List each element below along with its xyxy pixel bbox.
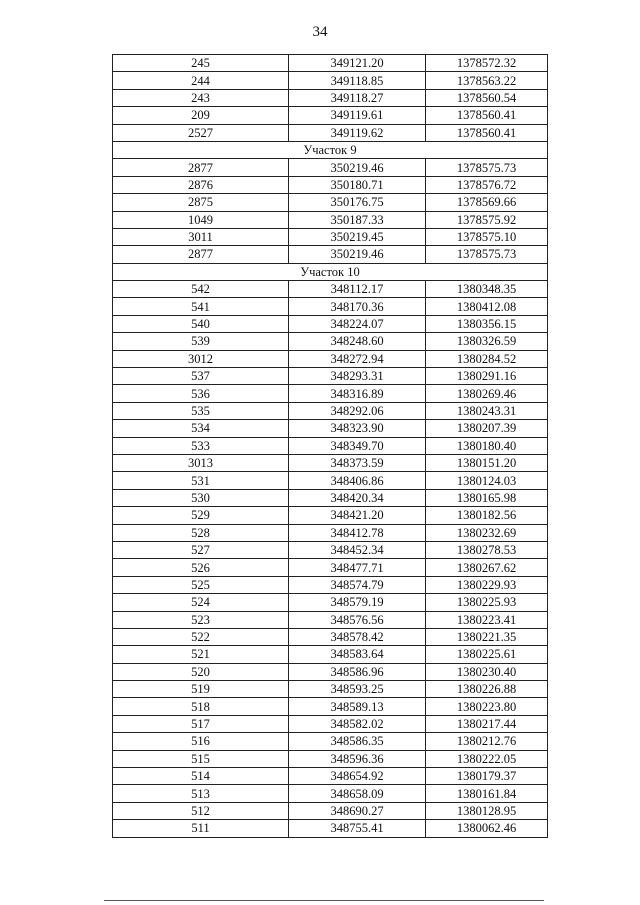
- point-number-cell: 520: [113, 663, 289, 680]
- point-number-cell: 541: [113, 298, 289, 315]
- point-number-cell: 533: [113, 437, 289, 454]
- x-coordinate-cell: 348292.06: [289, 402, 426, 419]
- y-coordinate-cell: 1380226.88: [426, 681, 548, 698]
- table-row: [113, 281, 548, 298]
- table-row: [113, 733, 548, 750]
- table-row: [113, 489, 548, 506]
- x-coordinate-cell: 348349.70: [289, 437, 426, 454]
- x-coordinate-cell: 348420.34: [289, 489, 426, 506]
- point-number-cell: 2875: [113, 194, 289, 211]
- x-coordinate-cell: 348421.20: [289, 507, 426, 524]
- y-coordinate-cell: 1380217.44: [426, 715, 548, 732]
- x-coordinate-cell: 350176.75: [289, 194, 426, 211]
- x-coordinate-cell: 348690.27: [289, 802, 426, 819]
- point-number-cell: 3011: [113, 228, 289, 245]
- point-number-cell: 519: [113, 681, 289, 698]
- point-number-cell: 511: [113, 820, 289, 837]
- point-number-cell: 514: [113, 768, 289, 785]
- table-row: [113, 628, 548, 645]
- table-row: [113, 246, 548, 263]
- point-number-cell: 518: [113, 698, 289, 715]
- table-row: [113, 368, 548, 385]
- section-header-row: [113, 263, 548, 280]
- y-coordinate-cell: 1380232.69: [426, 524, 548, 541]
- y-coordinate-cell: 1380179.37: [426, 768, 548, 785]
- point-number-cell: 540: [113, 315, 289, 332]
- table-row: [113, 315, 548, 332]
- point-number-cell: 513: [113, 785, 289, 802]
- y-coordinate-cell: 1380151.20: [426, 454, 548, 471]
- y-coordinate-cell: 1378569.66: [426, 194, 548, 211]
- y-coordinate-cell: 1380348.35: [426, 281, 548, 298]
- table-row: [113, 124, 548, 141]
- x-coordinate-cell: 348582.02: [289, 715, 426, 732]
- y-coordinate-cell: 1380356.15: [426, 315, 548, 332]
- x-coordinate-cell: 348373.59: [289, 454, 426, 471]
- y-coordinate-cell: 1380230.40: [426, 663, 548, 680]
- y-coordinate-cell: 1380161.84: [426, 785, 548, 802]
- table-row: [113, 768, 548, 785]
- x-coordinate-cell: 348224.07: [289, 315, 426, 332]
- table-row: [113, 472, 548, 489]
- x-coordinate-cell: 349118.27: [289, 89, 426, 106]
- y-coordinate-cell: 1380222.05: [426, 750, 548, 767]
- bottom-rule: [104, 900, 544, 901]
- table-row: [113, 715, 548, 732]
- table-row: [113, 802, 548, 819]
- x-coordinate-cell: 349121.20: [289, 55, 426, 72]
- x-coordinate-cell: 348170.36: [289, 298, 426, 315]
- y-coordinate-cell: 1378575.10: [426, 228, 548, 245]
- x-coordinate-cell: 348412.78: [289, 524, 426, 541]
- table-row: [113, 820, 548, 837]
- coordinates-table: [112, 54, 548, 838]
- point-number-cell: 521: [113, 646, 289, 663]
- point-number-cell: 2877: [113, 159, 289, 176]
- y-coordinate-cell: 1378563.22: [426, 72, 548, 89]
- table-row: [113, 646, 548, 663]
- table-row: [113, 194, 548, 211]
- x-coordinate-cell: 348586.35: [289, 733, 426, 750]
- y-coordinate-cell: 1378572.32: [426, 55, 548, 72]
- table-row: [113, 437, 548, 454]
- x-coordinate-cell: 349119.62: [289, 124, 426, 141]
- point-number-cell: 1049: [113, 211, 289, 228]
- table-row: [113, 350, 548, 367]
- x-coordinate-cell: 348272.94: [289, 350, 426, 367]
- point-number-cell: 542: [113, 281, 289, 298]
- point-number-cell: 534: [113, 420, 289, 437]
- y-coordinate-cell: 1380243.31: [426, 402, 548, 419]
- y-coordinate-cell: 1378575.73: [426, 246, 548, 263]
- point-number-cell: 517: [113, 715, 289, 732]
- x-coordinate-cell: 348583.64: [289, 646, 426, 663]
- table-row: [113, 228, 548, 245]
- point-number-cell: 536: [113, 385, 289, 402]
- y-coordinate-cell: 1380062.46: [426, 820, 548, 837]
- x-coordinate-cell: 348248.60: [289, 333, 426, 350]
- x-coordinate-cell: 348452.34: [289, 541, 426, 558]
- point-number-cell: 535: [113, 402, 289, 419]
- x-coordinate-cell: 348589.13: [289, 698, 426, 715]
- x-coordinate-cell: 350219.46: [289, 246, 426, 263]
- point-number-cell: 209: [113, 107, 289, 124]
- point-number-cell: 2527: [113, 124, 289, 141]
- point-number-cell: 245: [113, 55, 289, 72]
- point-number-cell: 243: [113, 89, 289, 106]
- y-coordinate-cell: 1380223.41: [426, 611, 548, 628]
- table-row: [113, 507, 548, 524]
- y-coordinate-cell: 1378560.54: [426, 89, 548, 106]
- table-row: [113, 385, 548, 402]
- y-coordinate-cell: 1378576.72: [426, 176, 548, 193]
- point-number-cell: 3013: [113, 454, 289, 471]
- section-label: Участок 9: [113, 141, 548, 158]
- point-number-cell: 537: [113, 368, 289, 385]
- x-coordinate-cell: 348578.42: [289, 628, 426, 645]
- point-number-cell: 2877: [113, 246, 289, 263]
- table-row: [113, 420, 548, 437]
- point-number-cell: 523: [113, 611, 289, 628]
- x-coordinate-cell: 350180.71: [289, 176, 426, 193]
- y-coordinate-cell: 1380124.03: [426, 472, 548, 489]
- page-number: 34: [312, 24, 328, 40]
- table-row: [113, 611, 548, 628]
- x-coordinate-cell: 350187.33: [289, 211, 426, 228]
- table-row: [113, 298, 548, 315]
- point-number-cell: 530: [113, 489, 289, 506]
- point-number-cell: 515: [113, 750, 289, 767]
- y-coordinate-cell: 1378560.41: [426, 107, 548, 124]
- x-coordinate-cell: 348323.90: [289, 420, 426, 437]
- y-coordinate-cell: 1380165.98: [426, 489, 548, 506]
- y-coordinate-cell: 1380221.35: [426, 628, 548, 645]
- table-row: [113, 211, 548, 228]
- table-row: [113, 750, 548, 767]
- point-number-cell: 527: [113, 541, 289, 558]
- x-coordinate-cell: 348579.19: [289, 594, 426, 611]
- table-row: [113, 55, 548, 72]
- table-row: [113, 159, 548, 176]
- table-row: [113, 681, 548, 698]
- y-coordinate-cell: 1380182.56: [426, 507, 548, 524]
- section-label: Участок 10: [113, 263, 548, 280]
- table-row: [113, 698, 548, 715]
- point-number-cell: 516: [113, 733, 289, 750]
- coordinates-table-body: [113, 55, 548, 838]
- x-coordinate-cell: 349119.61: [289, 107, 426, 124]
- x-coordinate-cell: 348593.25: [289, 681, 426, 698]
- x-coordinate-cell: 348316.89: [289, 385, 426, 402]
- section-header-row: [113, 141, 548, 158]
- point-number-cell: 512: [113, 802, 289, 819]
- point-number-cell: 526: [113, 559, 289, 576]
- y-coordinate-cell: 1378560.41: [426, 124, 548, 141]
- y-coordinate-cell: 1380207.39: [426, 420, 548, 437]
- x-coordinate-cell: 348596.36: [289, 750, 426, 767]
- table-row: [113, 89, 548, 106]
- x-coordinate-cell: 349118.85: [289, 72, 426, 89]
- point-number-cell: 529: [113, 507, 289, 524]
- x-coordinate-cell: 350219.45: [289, 228, 426, 245]
- table-row: [113, 72, 548, 89]
- x-coordinate-cell: 348293.31: [289, 368, 426, 385]
- y-coordinate-cell: 1380212.76: [426, 733, 548, 750]
- y-coordinate-cell: 1380128.95: [426, 802, 548, 819]
- y-coordinate-cell: 1380223.80: [426, 698, 548, 715]
- table-row: [113, 524, 548, 541]
- point-number-cell: 528: [113, 524, 289, 541]
- y-coordinate-cell: 1380267.62: [426, 559, 548, 576]
- point-number-cell: 2876: [113, 176, 289, 193]
- y-coordinate-cell: 1380269.46: [426, 385, 548, 402]
- x-coordinate-cell: 348112.17: [289, 281, 426, 298]
- table-row: [113, 594, 548, 611]
- y-coordinate-cell: 1380326.59: [426, 333, 548, 350]
- x-coordinate-cell: 348477.71: [289, 559, 426, 576]
- table-row: [113, 541, 548, 558]
- y-coordinate-cell: 1380284.52: [426, 350, 548, 367]
- table-row: [113, 454, 548, 471]
- y-coordinate-cell: 1380412.08: [426, 298, 548, 315]
- point-number-cell: 539: [113, 333, 289, 350]
- y-coordinate-cell: 1378575.73: [426, 159, 548, 176]
- point-number-cell: 531: [113, 472, 289, 489]
- y-coordinate-cell: 1380225.93: [426, 594, 548, 611]
- y-coordinate-cell: 1380278.53: [426, 541, 548, 558]
- table-row: [113, 576, 548, 593]
- table-row: [113, 663, 548, 680]
- y-coordinate-cell: 1380180.40: [426, 437, 548, 454]
- table-row: [113, 402, 548, 419]
- table-row: [113, 333, 548, 350]
- table-row: [113, 176, 548, 193]
- point-number-cell: 244: [113, 72, 289, 89]
- table-row: [113, 107, 548, 124]
- table-row: [113, 785, 548, 802]
- x-coordinate-cell: 348574.79: [289, 576, 426, 593]
- point-number-cell: 3012: [113, 350, 289, 367]
- y-coordinate-cell: 1380225.61: [426, 646, 548, 663]
- point-number-cell: 524: [113, 594, 289, 611]
- y-coordinate-cell: 1380229.93: [426, 576, 548, 593]
- point-number-cell: 525: [113, 576, 289, 593]
- x-coordinate-cell: 348654.92: [289, 768, 426, 785]
- y-coordinate-cell: 1378575.92: [426, 211, 548, 228]
- x-coordinate-cell: 350219.46: [289, 159, 426, 176]
- x-coordinate-cell: 348658.09: [289, 785, 426, 802]
- x-coordinate-cell: 348576.56: [289, 611, 426, 628]
- x-coordinate-cell: 348755.41: [289, 820, 426, 837]
- x-coordinate-cell: 348586.96: [289, 663, 426, 680]
- y-coordinate-cell: 1380291.16: [426, 368, 548, 385]
- table-row: [113, 559, 548, 576]
- x-coordinate-cell: 348406.86: [289, 472, 426, 489]
- point-number-cell: 522: [113, 628, 289, 645]
